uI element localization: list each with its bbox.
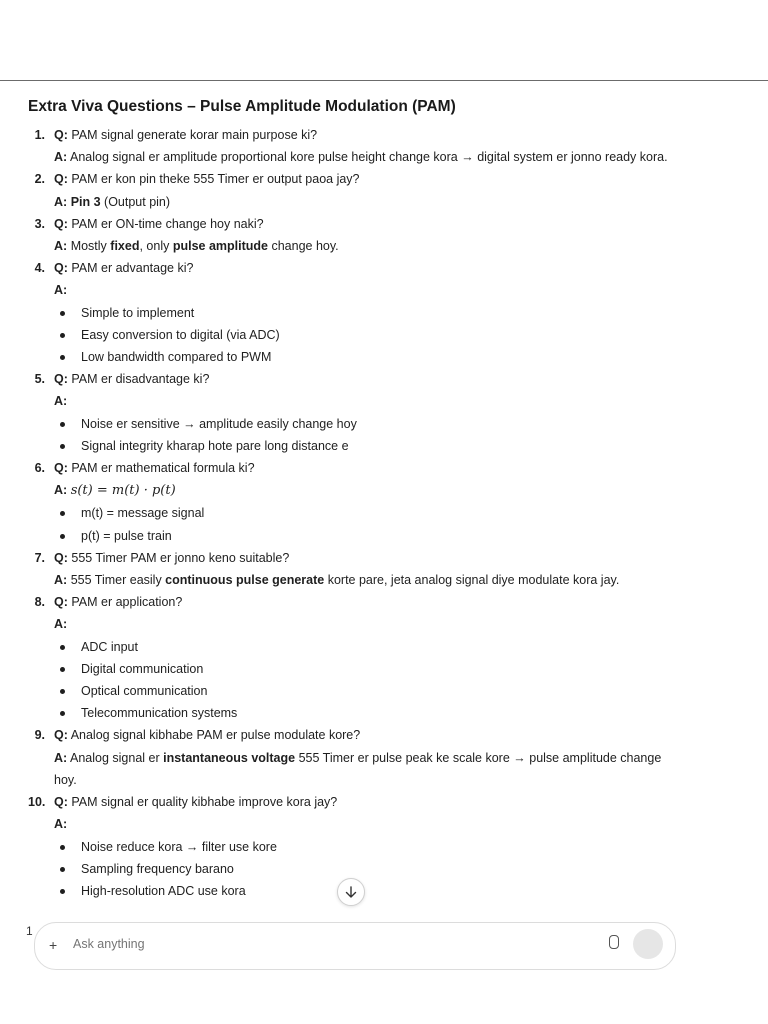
list-item: ADC input: [54, 636, 668, 658]
list-item: Simple to implement: [54, 302, 668, 324]
chat-message: [28, 96, 668, 902]
answer-label: A:: [54, 283, 68, 298]
composer-area: [0, 922, 768, 953]
list-item: Optical communication: [54, 680, 668, 702]
list-item: Noise reduce kora → filter use kore: [54, 836, 668, 858]
section-heading: Extra Viva Questions – Pulse Amplitude Modulation (PAM): [28, 98, 456, 115]
answer: A: Analog signal er instantaneous voltage 555 Timer er pulse peak ke scale kore → pulse amplitude change hoy.: [54, 750, 662, 787]
question: Q: Analog signal kibhabe PAM er pulse modulate kore?: [54, 728, 361, 743]
list-item: Sampling frequency barano: [54, 858, 668, 880]
question: Q: 555 Timer PAM er jonno keno suitable?: [54, 550, 290, 565]
item-number: 5.: [34, 372, 45, 387]
list-item: m(t) = message signal: [54, 502, 668, 524]
plus-icon[interactable]: +: [49, 937, 58, 953]
item-number: 8.: [34, 595, 45, 610]
formula: s(t) = m(t) · p(t): [70, 483, 176, 499]
message-composer: [34, 922, 676, 970]
list-item: Low bandwidth compared to PWM: [54, 346, 668, 368]
qa-item: [28, 368, 668, 457]
item-number: 7.: [34, 550, 45, 565]
question: Q: PAM er application?: [54, 595, 183, 610]
next-item-number-stub: 1: [26, 924, 33, 938]
question: Q: PAM signal generate korar main purpose ki?: [54, 128, 318, 142]
item-number: 10.: [28, 795, 46, 810]
question: Q: PAM er mathematical formula ki?: [54, 461, 255, 476]
answer-bullets: [54, 302, 668, 369]
list-item: Noise er sensitive → amplitude easily change hoy: [54, 413, 668, 435]
item-number: 1.: [34, 128, 45, 142]
list-item: High-resolution ADC use kora: [54, 880, 668, 902]
list-item: p(t) = pulse train: [54, 525, 668, 547]
list-item: Easy conversion to digital (via ADC): [54, 324, 668, 346]
question: Q: PAM er kon pin theke 555 Timer er output paoa jay?: [54, 172, 360, 187]
question: Q: PAM er disadvantage ki?: [54, 372, 210, 387]
answer: A: Pin 3 (Output pin): [54, 194, 171, 209]
list-item: Telecommunication systems: [54, 702, 668, 724]
mic-icon[interactable]: [609, 935, 619, 949]
answer-label: A:: [54, 817, 68, 832]
item-number: 6.: [34, 461, 45, 476]
qa-item: [28, 724, 668, 791]
item-number: 4.: [34, 261, 45, 276]
answer-bullets: [54, 413, 668, 457]
header-divider: [0, 80, 768, 81]
answer: A: Analog signal er amplitude proportional kore pulse height change kora → digital system er jonno ready kora.: [54, 150, 668, 165]
question: Q: PAM er advantage ki?: [54, 261, 194, 276]
question: Q: PAM signal er quality kibhabe improve kora jay?: [54, 795, 338, 810]
qa-item: [28, 168, 668, 212]
list-item: Digital communication: [54, 658, 668, 680]
item-number: 2.: [34, 172, 45, 187]
item-number: 9.: [34, 728, 45, 743]
message-input[interactable]: [71, 936, 575, 952]
answer: A: Mostly fixed, only pulse amplitude change hoy.: [54, 239, 339, 254]
question-list: [28, 124, 668, 902]
voice-button[interactable]: [633, 929, 663, 959]
answer: A: 555 Timer easily continuous pulse generate korte pare, jeta analog signal diye modulate kora jay.: [54, 573, 620, 588]
item-number: 3.: [34, 216, 45, 231]
qa-item: [28, 591, 668, 724]
qa-item: [28, 547, 668, 591]
scroll-down-button[interactable]: [337, 878, 365, 906]
answer: A: s(t) = m(t) · p(t): [54, 483, 176, 499]
answer-label: A:: [54, 617, 68, 632]
list-item: Signal integrity kharap hote pare long distance e: [54, 435, 668, 457]
answer-bullets: [54, 636, 668, 725]
qa-item: [28, 213, 668, 257]
qa-item: [28, 457, 668, 547]
arrow-down-icon: [345, 886, 357, 899]
qa-item: [28, 124, 668, 168]
question: Q: PAM er ON-time change hoy naki?: [54, 216, 264, 231]
answer-label: A:: [54, 394, 68, 409]
answer-bullets: [54, 502, 668, 546]
qa-item: [28, 257, 668, 368]
